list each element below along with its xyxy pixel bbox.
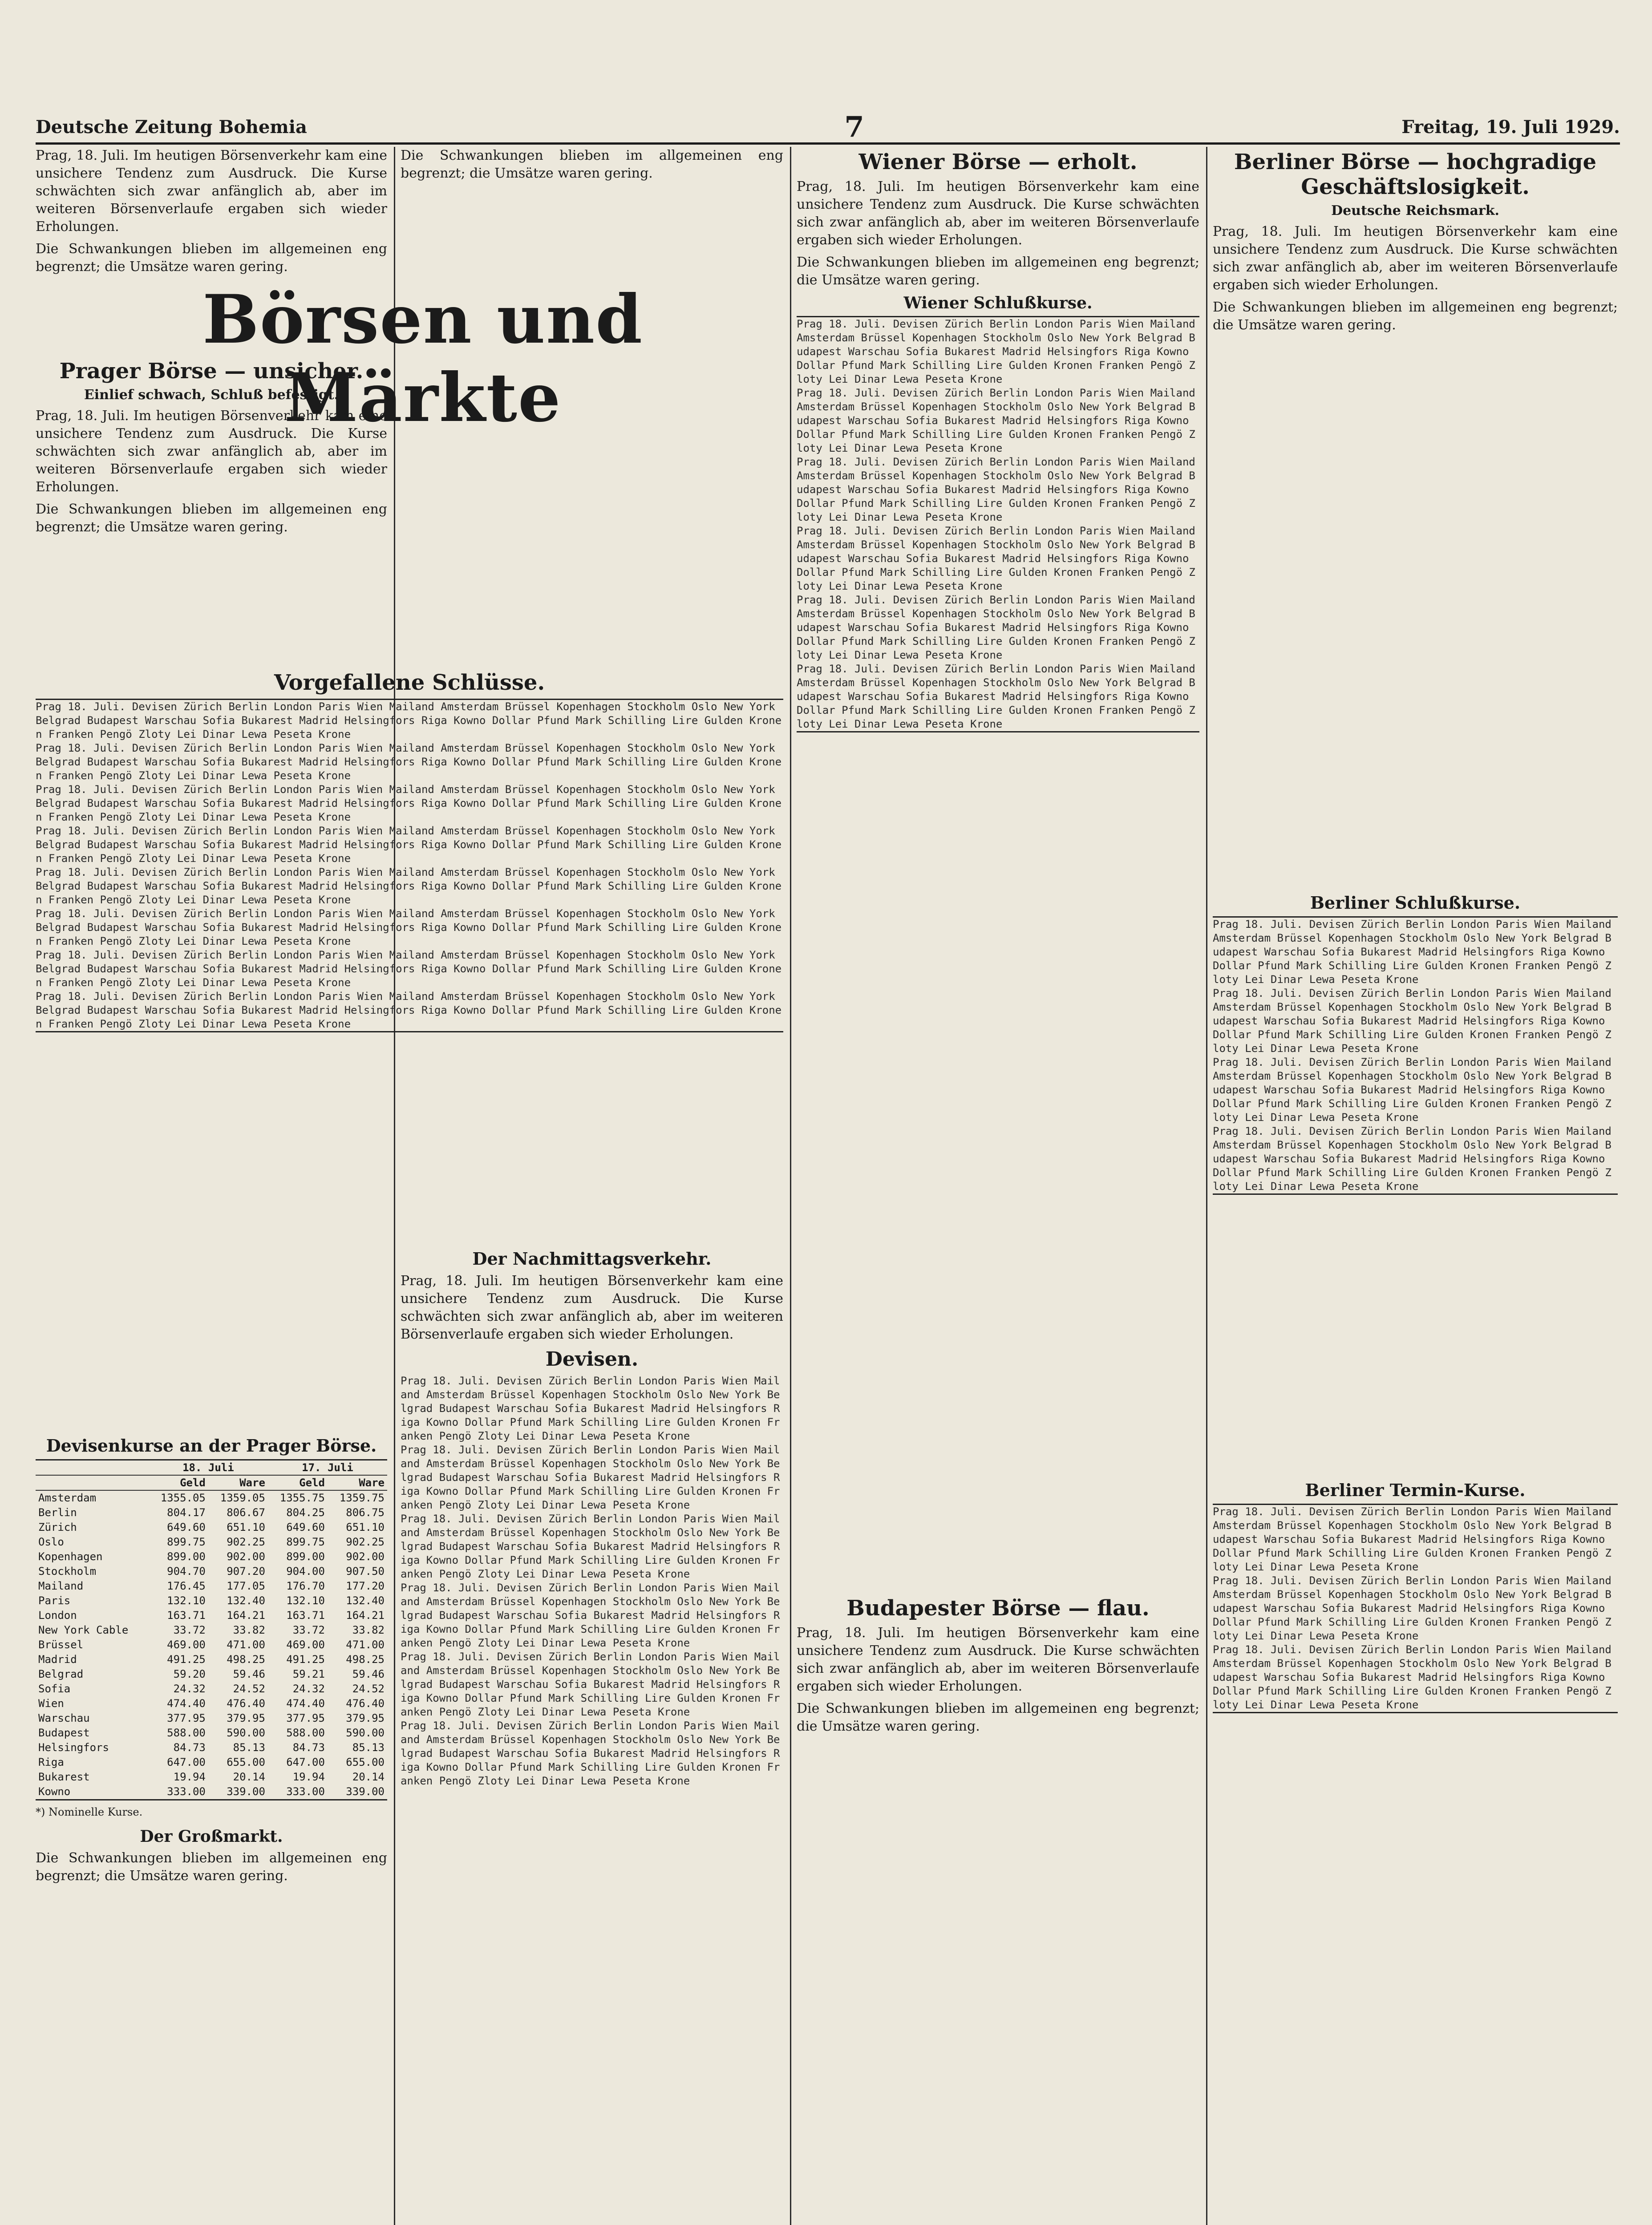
rate-cell: 491.25 bbox=[286, 1653, 325, 1666]
table-row bbox=[36, 1564, 387, 1579]
currency-name-cell: Zürich bbox=[38, 1521, 77, 1533]
rate-cell: 59.21 bbox=[292, 1668, 325, 1680]
currency-name-cell: Paris bbox=[38, 1594, 71, 1607]
rate-cell: 476.40 bbox=[346, 1697, 385, 1710]
berlin-closing-content: Prag 18. Juli. Devisen Zürich Berlin London Paris Wien Mailand Amsterdam Brüssel Kopenhagen Stockholm Oslo New York Belgrad Budapest Warschau Sofia Bukarest Madrid Helsingfors Riga Kowno Dollar Pfund Mark Schilling Lire Gulden Kronen Franken Pengö Zloty Lei Dinar Lewa Peseta Krone bbox=[1213, 918, 1612, 986]
berlin-termin-table bbox=[1213, 1504, 1618, 1713]
rate-cell: 177.05 bbox=[227, 1580, 265, 1592]
table-header-cell: Geld bbox=[268, 1475, 328, 1490]
prague-report: Die Schwankungen blieben im allgemeinen eng begrenzt; die Umsätze waren gering. bbox=[36, 502, 387, 535]
rate-cell: 377.95 bbox=[286, 1712, 325, 1724]
rate-cell: 474.40 bbox=[167, 1697, 206, 1710]
rate-cell: 59.46 bbox=[352, 1668, 385, 1680]
table-row bbox=[36, 1711, 387, 1726]
table-row bbox=[36, 1770, 387, 1784]
table-row bbox=[36, 1520, 387, 1535]
table-row bbox=[36, 1784, 387, 1799]
rate-cell: 655.00 bbox=[227, 1756, 265, 1768]
currency-name-cell: Warschau bbox=[38, 1712, 90, 1724]
rate-cell: 164.21 bbox=[227, 1609, 265, 1622]
table-header-date: 18. Juli bbox=[149, 1460, 268, 1475]
devisen-report: Prag 18. Juli. Devisen Zürich Berlin London Paris Wien Mailand Amsterdam Brüssel Kopenhagen Stockholm Oslo New York Belgrad Budapest Warschau Sofia Bukarest Madrid Helsingfors Riga Kowno Dollar Pfund Mark Schilling Lire Gulden Kronen Franken Pengö Zloty Lei Dinar Lewa Peseta Krone bbox=[401, 1513, 780, 1580]
table-row bbox=[36, 1579, 387, 1594]
table-row bbox=[36, 1535, 387, 1549]
berlin-termin-content: Prag 18. Juli. Devisen Zürich Berlin London Paris Wien Mailand Amsterdam Brüssel Kopenhagen Stockholm Oslo New York Belgrad Budapest Warschau Sofia Bukarest Madrid Helsingfors Riga Kowno Dollar Pfund Mark Schilling Lire Gulden Kronen Franken Pengö Zloty Lei Dinar Lewa Peseta Krone bbox=[1213, 1574, 1612, 1642]
vienna-closing-content: Prag 18. Juli. Devisen Zürich Berlin London Paris Wien Mailand Amsterdam Brüssel Kopenhagen Stockholm Oslo New York Belgrad Budapest Warschau Sofia Bukarest Madrid Helsingfors Riga Kowno Dollar Pfund Mark Schilling Lire Gulden Kronen Franken Pengö Zloty Lei Dinar Lewa Peseta Krone bbox=[797, 663, 1195, 730]
rate-cell: 902.00 bbox=[346, 1550, 385, 1563]
rate-cell: 33.72 bbox=[292, 1624, 325, 1636]
table-row bbox=[36, 1682, 387, 1696]
rate-cell: 379.95 bbox=[346, 1712, 385, 1724]
berlin-report: Prag, 18. Juli. Im heutigen Börsenverkehr kam eine unsichere Tendenz zum Ausdruck. Die Kurse schwächten sich zwar anfänglich ab, aber im weiteren Börsenverlaufe ergaben sich wieder Erholungen. bbox=[1213, 224, 1618, 293]
rate-cell: 655.00 bbox=[346, 1756, 385, 1768]
rate-cell: 132.10 bbox=[286, 1594, 325, 1607]
header-paper-name: Deutsche Zeitung Bohemia bbox=[36, 116, 307, 138]
rate-cell: 163.71 bbox=[167, 1609, 206, 1622]
table-row bbox=[36, 1505, 387, 1520]
rate-cell: 85.13 bbox=[233, 1741, 265, 1754]
vienna-closing-title: Wiener Schlußkurse. bbox=[903, 294, 1093, 312]
rate-cell: 476.40 bbox=[227, 1697, 265, 1710]
rate-cell: 163.71 bbox=[286, 1609, 325, 1622]
table-row bbox=[36, 1667, 387, 1682]
rate-cell: 339.00 bbox=[227, 1785, 265, 1798]
table-row bbox=[36, 1726, 387, 1740]
rate-cell: 176.45 bbox=[167, 1580, 206, 1592]
rate-cell: 651.10 bbox=[227, 1521, 265, 1533]
currency-name-cell: Wien bbox=[38, 1697, 64, 1710]
table-row bbox=[36, 1696, 387, 1711]
afternoon-title: Der Nachmittagsverkehr. bbox=[472, 1249, 712, 1269]
rate-cell: 907.20 bbox=[227, 1565, 265, 1578]
currency-name-cell: Bukarest bbox=[38, 1771, 90, 1783]
closing-trades-content: Prag 18. Juli. Devisen Zürich Berlin London Paris Wien Mailand Amsterdam Brüssel Kopenhagen Stockholm Oslo New York Belgrad Budapest Warschau Sofia Bukarest Madrid Helsingfors Riga Kowno Dollar Pfund Mark Schilling Lire Gulden Kronen Franken Pengö Zloty Lei Dinar Lewa Peseta Krone bbox=[36, 742, 782, 782]
prague-report: Prag, 18. Juli. Im heutigen Börsenverkehr kam eine unsichere Tendenz zum Ausdruck. Die Kurse schwächten sich zwar anfänglich ab, aber im weiteren Börsenverlaufe ergaben sich wieder Erholungen. bbox=[36, 408, 387, 495]
rate-cell: 899.75 bbox=[167, 1536, 206, 1548]
rate-cell: 33.82 bbox=[352, 1624, 385, 1636]
currency-name-cell: Sofia bbox=[38, 1683, 71, 1695]
closing-trades-content: Prag 18. Juli. Devisen Zürich Berlin London Paris Wien Mailand Amsterdam Brüssel Kopenhagen Stockholm Oslo New York Belgrad Budapest Warschau Sofia Bukarest Madrid Helsingfors Riga Kowno Dollar Pfund Mark Schilling Lire Gulden Kronen Franken Pengö Zloty Lei Dinar Lewa Peseta Krone bbox=[36, 949, 782, 989]
rate-cell: 899.75 bbox=[286, 1536, 325, 1548]
vienna-closing-content: Prag 18. Juli. Devisen Zürich Berlin London Paris Wien Mailand Amsterdam Brüssel Kopenhagen Stockholm Oslo New York Belgrad Budapest Warschau Sofia Bukarest Madrid Helsingfors Riga Kowno Dollar Pfund Mark Schilling Lire Gulden Kronen Franken Pengö Zloty Lei Dinar Lewa Peseta Krone bbox=[797, 456, 1195, 523]
devisen-report: Prag 18. Juli. Devisen Zürich Berlin London Paris Wien Mailand Amsterdam Brüssel Kopenhagen Stockholm Oslo New York Belgrad Budapest Warschau Sofia Bukarest Madrid Helsingfors Riga Kowno Dollar Pfund Mark Schilling Lire Gulden Kronen Franken Pengö Zloty Lei Dinar Lewa Peseta Krone bbox=[401, 1375, 780, 1442]
rate-cell: 59.20 bbox=[173, 1668, 206, 1680]
berlin-subtitle: Deutsche Reichsmark. bbox=[1331, 203, 1499, 218]
rate-cell: 132.40 bbox=[227, 1594, 265, 1607]
rate-cell: 379.95 bbox=[227, 1712, 265, 1724]
grossmarkt-title: Der Großmarkt. bbox=[140, 1827, 283, 1846]
closing-trades-block bbox=[36, 668, 783, 1233]
currency-name-cell: Oslo bbox=[38, 1536, 64, 1548]
grossmarkt-text: Die Schwankungen blieben im allgemeinen eng begrenzt; die Umsätze waren gering. bbox=[36, 1850, 387, 1884]
rate-cell: 19.94 bbox=[173, 1771, 206, 1783]
table-header-cell: Geld bbox=[149, 1475, 208, 1490]
table-header-row bbox=[36, 1475, 387, 1490]
rate-cell: 806.67 bbox=[227, 1506, 265, 1519]
rate-cell: 471.00 bbox=[227, 1638, 265, 1651]
currency-name-cell: Berlin bbox=[38, 1506, 77, 1519]
rate-cell: 24.32 bbox=[173, 1683, 206, 1695]
berlin-termin-content: Prag 18. Juli. Devisen Zürich Berlin London Paris Wien Mailand Amsterdam Brüssel Kopenhagen Stockholm Oslo New York Belgrad Budapest Warschau Sofia Bukarest Madrid Helsingfors Riga Kowno Dollar Pfund Mark Schilling Lire Gulden Kronen Franken Pengö Zloty Lei Dinar Lewa Peseta Krone bbox=[1213, 1505, 1612, 1573]
rate-cell: 899.00 bbox=[167, 1550, 206, 1563]
rate-cell: 85.13 bbox=[352, 1741, 385, 1754]
intro-paragraph: Die Schwankungen blieben im allgemeinen eng begrenzt; die Umsätze waren gering. bbox=[36, 241, 387, 275]
rate-cell: 902.00 bbox=[227, 1550, 265, 1563]
closing-trades-content: Prag 18. Juli. Devisen Zürich Berlin London Paris Wien Mailand Amsterdam Brüssel Kopenhagen Stockholm Oslo New York Belgrad Budapest Warschau Sofia Bukarest Madrid Helsingfors Riga Kowno Dollar Pfund Mark Schilling Lire Gulden Kronen Franken Pengö Zloty Lei Dinar Lewa Peseta Krone bbox=[36, 990, 782, 1030]
rate-cell: 84.73 bbox=[292, 1741, 325, 1754]
vienna-closing-content: Prag 18. Juli. Devisen Zürich Berlin London Paris Wien Mailand Amsterdam Brüssel Kopenhagen Stockholm Oslo New York Belgrad Budapest Warschau Sofia Bukarest Madrid Helsingfors Riga Kowno Dollar Pfund Mark Schilling Lire Gulden Kronen Franken Pengö Zloty Lei Dinar Lewa Peseta Krone bbox=[797, 387, 1195, 454]
rate-cell: 339.00 bbox=[346, 1785, 385, 1798]
vienna-report: Prag, 18. Juli. Im heutigen Börsenverkehr kam eine unsichere Tendenz zum Ausdruck. Die Kurse schwächten sich zwar anfänglich ab, aber im weiteren Börsenverlaufe ergaben sich wieder Erholungen. bbox=[797, 179, 1199, 248]
table-row bbox=[36, 1740, 387, 1755]
rate-cell: 132.40 bbox=[346, 1594, 385, 1607]
closing-trades-content: Prag 18. Juli. Devisen Zürich Berlin London Paris Wien Mailand Amsterdam Brüssel Kopenhagen Stockholm Oslo New York Belgrad Budapest Warschau Sofia Bukarest Madrid Helsingfors Riga Kowno Dollar Pfund Mark Schilling Lire Gulden Kronen Franken Pengö Zloty Lei Dinar Lewa Peseta Krone bbox=[36, 866, 782, 906]
devisenkurse-block bbox=[36, 1433, 387, 2225]
berlin-termin-content: Prag 18. Juli. Devisen Zürich Berlin London Paris Wien Mailand Amsterdam Brüssel Kopenhagen Stockholm Oslo New York Belgrad Budapest Warschau Sofia Bukarest Madrid Helsingfors Riga Kowno Dollar Pfund Mark Schilling Lire Gulden Kronen Franken Pengö Zloty Lei Dinar Lewa Peseta Krone bbox=[1213, 1643, 1612, 1711]
rate-cell: 498.25 bbox=[346, 1653, 385, 1666]
closing-trades-content: Prag 18. Juli. Devisen Zürich Berlin London Paris Wien Mailand Amsterdam Brüssel Kopenhagen Stockholm Oslo New York Belgrad Budapest Warschau Sofia Bukarest Madrid Helsingfors Riga Kowno Dollar Pfund Mark Schilling Lire Gulden Kronen Franken Pengö Zloty Lei Dinar Lewa Peseta Krone bbox=[36, 783, 782, 823]
rate-cell: 33.82 bbox=[233, 1624, 265, 1636]
rate-cell: 1359.05 bbox=[220, 1492, 265, 1504]
rate-cell: 649.60 bbox=[167, 1521, 206, 1533]
devisen-report: Prag 18. Juli. Devisen Zürich Berlin London Paris Wien Mailand Amsterdam Brüssel Kopenhagen Stockholm Oslo New York Belgrad Budapest Warschau Sofia Bukarest Madrid Helsingfors Riga Kowno Dollar Pfund Mark Schilling Lire Gulden Kronen Franken Pengö Zloty Lei Dinar Lewa Peseta Krone bbox=[401, 1719, 780, 1787]
rate-cell: 19.94 bbox=[292, 1771, 325, 1783]
table-row bbox=[36, 1490, 387, 1505]
page-header bbox=[36, 111, 1620, 145]
rate-cell: 333.00 bbox=[286, 1785, 325, 1798]
closing-trades-content: Prag 18. Juli. Devisen Zürich Berlin London Paris Wien Mailand Amsterdam Brüssel Kopenhagen Stockholm Oslo New York Belgrad Budapest Warschau Sofia Bukarest Madrid Helsingfors Riga Kowno Dollar Pfund Mark Schilling Lire Gulden Kronen Franken Pengö Zloty Lei Dinar Lewa Peseta Krone bbox=[36, 825, 782, 865]
berlin-report: Die Schwankungen blieben im allgemeinen eng begrenzt; die Umsätze waren gering. bbox=[1213, 299, 1618, 333]
rate-cell: 24.52 bbox=[233, 1683, 265, 1695]
rate-cell: 84.73 bbox=[173, 1741, 206, 1754]
rate-cell: 651.10 bbox=[346, 1521, 385, 1533]
devisen-report: Prag 18. Juli. Devisen Zürich Berlin London Paris Wien Mailand Amsterdam Brüssel Kopenhagen Stockholm Oslo New York Belgrad Budapest Warschau Sofia Bukarest Madrid Helsingfors Riga Kowno Dollar Pfund Mark Schilling Lire Gulden Kronen Franken Pengö Zloty Lei Dinar Lewa Peseta Krone bbox=[401, 1444, 780, 1511]
currency-name-cell: Mailand bbox=[38, 1580, 84, 1592]
rate-cell: 164.21 bbox=[346, 1609, 385, 1622]
devisenkurse-table-box bbox=[36, 1459, 387, 1800]
currency-name-cell: Stockholm bbox=[38, 1565, 97, 1578]
rate-cell: 804.17 bbox=[167, 1506, 206, 1519]
rate-cell: 469.00 bbox=[167, 1638, 206, 1651]
currency-name-cell: Budapest bbox=[38, 1727, 90, 1739]
vienna-closing-table bbox=[797, 316, 1199, 732]
vienna-report: Die Schwankungen blieben im allgemeinen eng begrenzt; die Umsätze waren gering. bbox=[797, 255, 1199, 288]
rate-cell: 902.25 bbox=[346, 1536, 385, 1548]
vienna-closing-content: Prag 18. Juli. Devisen Zürich Berlin London Paris Wien Mailand Amsterdam Brüssel Kopenhagen Stockholm Oslo New York Belgrad Budapest Warschau Sofia Bukarest Madrid Helsingfors Riga Kowno Dollar Pfund Mark Schilling Lire Gulden Kronen Franken Pengö Zloty Lei Dinar Lewa Peseta Krone bbox=[797, 525, 1195, 592]
table-row bbox=[36, 1594, 387, 1608]
devisenkurse-title: Devisenkurse an der Prager Börse. bbox=[46, 1436, 377, 1456]
rate-cell: 649.60 bbox=[286, 1521, 325, 1533]
rate-cell: 806.75 bbox=[346, 1506, 385, 1519]
berlin-termin-block bbox=[1213, 1477, 1618, 2225]
table-header-cell bbox=[36, 1460, 149, 1475]
rate-cell: 24.32 bbox=[292, 1683, 325, 1695]
table-header-cell: Ware bbox=[328, 1475, 387, 1490]
vienna-closing-content: Prag 18. Juli. Devisen Zürich Berlin London Paris Wien Mailand Amsterdam Brüssel Kopenhagen Stockholm Oslo New York Belgrad Budapest Warschau Sofia Bukarest Madrid Helsingfors Riga Kowno Dollar Pfund Mark Schilling Lire Gulden Kronen Franken Pengö Zloty Lei Dinar Lewa Peseta Krone bbox=[797, 594, 1195, 661]
rate-cell: 1355.75 bbox=[279, 1492, 325, 1504]
table-row bbox=[36, 1638, 387, 1652]
rate-cell: 377.95 bbox=[167, 1712, 206, 1724]
intro-paragraph: Prag, 18. Juli. Im heutigen Börsenverkehr kam eine unsichere Tendenz zum Ausdruck. Die Kurse schwächten sich zwar anfänglich ab, aber im weiteren Börsenverlaufe ergaben sich wieder Erholungen. bbox=[36, 148, 387, 235]
berlin-closing-content: Prag 18. Juli. Devisen Zürich Berlin London Paris Wien Mailand Amsterdam Brüssel Kopenhagen Stockholm Oslo New York Belgrad Budapest Warschau Sofia Bukarest Madrid Helsingfors Riga Kowno Dollar Pfund Mark Schilling Lire Gulden Kronen Franken Pengö Zloty Lei Dinar Lewa Peseta Krone bbox=[1213, 1125, 1612, 1193]
table-row bbox=[36, 1608, 387, 1623]
header-page-number: 7 bbox=[844, 110, 864, 144]
rate-cell: 469.00 bbox=[286, 1638, 325, 1651]
berlin-closing-table bbox=[1213, 916, 1618, 1195]
prague-section-title: Prager Börse — unsicher. bbox=[59, 359, 364, 384]
table-header-cell: Ware bbox=[208, 1475, 268, 1490]
afternoon-text: Prag, 18. Juli. Im heutigen Börsenverkehr kam eine unsichere Tendenz zum Ausdruck. Die Kurse schwächten sich zwar anfänglich ab, aber im weiteren Börsenverlaufe ergaben sich wieder Erholungen. bbox=[401, 1273, 783, 1342]
berlin-closing-content: Prag 18. Juli. Devisen Zürich Berlin London Paris Wien Mailand Amsterdam Brüssel Kopenhagen Stockholm Oslo New York Belgrad Budapest Warschau Sofia Bukarest Madrid Helsingfors Riga Kowno Dollar Pfund Mark Schilling Lire Gulden Kronen Franken Pengö Zloty Lei Dinar Lewa Peseta Krone bbox=[1213, 1056, 1612, 1124]
closing-trades-title: Vorgefallene Schlüsse. bbox=[274, 670, 545, 695]
rate-cell: 588.00 bbox=[286, 1727, 325, 1739]
rate-cell: 907.50 bbox=[346, 1565, 385, 1578]
table-footnote: *) Nominelle Kurse. bbox=[36, 1806, 143, 1818]
budapest-block bbox=[797, 1593, 1199, 2225]
closing-trades-content: Prag 18. Juli. Devisen Zürich Berlin London Paris Wien Mailand Amsterdam Brüssel Kopenhagen Stockholm Oslo New York Belgrad Budapest Warschau Sofia Bukarest Madrid Helsingfors Riga Kowno Dollar Pfund Mark Schilling Lire Gulden Kronen Franken Pengö Zloty Lei Dinar Lewa Peseta Krone bbox=[36, 907, 782, 947]
table-row bbox=[36, 1755, 387, 1770]
rate-cell: 590.00 bbox=[227, 1727, 265, 1739]
table-row bbox=[36, 1623, 387, 1638]
prague-section-subtitle: Einlief schwach, Schluß befestigt. bbox=[84, 387, 339, 403]
rate-cell: 33.72 bbox=[173, 1624, 206, 1636]
rate-cell: 1359.75 bbox=[339, 1492, 385, 1504]
rate-cell: 647.00 bbox=[286, 1756, 325, 1768]
currency-name-cell: Belgrad bbox=[38, 1668, 84, 1680]
rate-cell: 590.00 bbox=[346, 1727, 385, 1739]
currency-name-cell: Kopenhagen bbox=[38, 1550, 103, 1563]
rate-cell: 20.14 bbox=[352, 1771, 385, 1783]
table-row bbox=[36, 1652, 387, 1667]
table-header-date: 17. Juli bbox=[268, 1460, 387, 1475]
devisenkurse-table bbox=[36, 1460, 387, 1799]
column-2-lower bbox=[401, 1246, 783, 2225]
table-header-cell bbox=[36, 1475, 149, 1490]
rate-cell: 1355.05 bbox=[160, 1492, 206, 1504]
devisen-table-body bbox=[36, 1490, 387, 1799]
berlin-closing-content: Prag 18. Juli. Devisen Zürich Berlin London Paris Wien Mailand Amsterdam Brüssel Kopenhagen Stockholm Oslo New York Belgrad Budapest Warschau Sofia Bukarest Madrid Helsingfors Riga Kowno Dollar Pfund Mark Schilling Lire Gulden Kronen Franken Pengö Zloty Lei Dinar Lewa Peseta Krone bbox=[1213, 987, 1612, 1055]
currency-name-cell: Riga bbox=[38, 1756, 64, 1768]
rate-cell: 177.20 bbox=[346, 1580, 385, 1592]
currency-name-cell: Helsingfors bbox=[38, 1741, 109, 1754]
header-date: Freitag, 19. Juli 1929. bbox=[1401, 116, 1620, 138]
devisen-title: Devisen. bbox=[545, 1348, 639, 1371]
currency-name-cell: Amsterdam bbox=[38, 1492, 97, 1504]
rate-cell: 132.10 bbox=[167, 1594, 206, 1607]
rate-cell: 333.00 bbox=[167, 1785, 206, 1798]
rate-cell: 491.25 bbox=[167, 1653, 206, 1666]
currency-name-cell: Madrid bbox=[38, 1653, 77, 1666]
budapest-report: Prag, 18. Juli. Im heutigen Börsenverkehr kam eine unsichere Tendenz zum Ausdruck. Die Kurse schwächten sich zwar anfänglich ab, aber im weiteren Börsenverlaufe ergaben sich wieder Erholungen. bbox=[797, 1625, 1199, 1694]
column-2-paragraph: Die Schwankungen blieben im allgemeinen eng begrenzt; die Umsätze waren gering. bbox=[401, 148, 783, 181]
currency-name-cell: Kowno bbox=[38, 1785, 71, 1798]
closing-trades-content: Prag 18. Juli. Devisen Zürich Berlin London Paris Wien Mailand Amsterdam Brüssel Kopenhagen Stockholm Oslo New York Belgrad Budapest Warschau Sofia Bukarest Madrid Helsingfors Riga Kowno Dollar Pfund Mark Schilling Lire Gulden Kronen Franken Pengö Zloty Lei Dinar Lewa Peseta Krone bbox=[36, 700, 782, 740]
budapest-title: Budapester Börse — flau. bbox=[846, 1596, 1150, 1621]
rate-cell: 904.00 bbox=[286, 1565, 325, 1578]
rate-cell: 588.00 bbox=[167, 1727, 206, 1739]
rate-cell: 804.25 bbox=[286, 1506, 325, 1519]
devisen-report: Prag 18. Juli. Devisen Zürich Berlin London Paris Wien Mailand Amsterdam Brüssel Kopenhagen Stockholm Oslo New York Belgrad Budapest Warschau Sofia Bukarest Madrid Helsingfors Riga Kowno Dollar Pfund Mark Schilling Lire Gulden Kronen Franken Pengö Zloty Lei Dinar Lewa Peseta Krone bbox=[401, 1582, 780, 1649]
rate-cell: 20.14 bbox=[233, 1771, 265, 1783]
rate-cell: 498.25 bbox=[227, 1653, 265, 1666]
table-row bbox=[36, 1549, 387, 1564]
berlin-closing-title: Berliner Schlußkurse. bbox=[1310, 893, 1521, 913]
rate-cell: 904.70 bbox=[167, 1565, 206, 1578]
rate-cell: 899.00 bbox=[286, 1550, 325, 1563]
vienna-closing-content: Prag 18. Juli. Devisen Zürich Berlin London Paris Wien Mailand Amsterdam Brüssel Kopenhagen Stockholm Oslo New York Belgrad Budapest Warschau Sofia Bukarest Madrid Helsingfors Riga Kowno Dollar Pfund Mark Schilling Lire Gulden Kronen Franken Pengö Zloty Lei Dinar Lewa Peseta Krone bbox=[797, 318, 1195, 385]
berlin-title: Berliner Börse — hochgradige Geschäftslosigkeit. bbox=[1234, 150, 1597, 199]
devisen-report: Prag 18. Juli. Devisen Zürich Berlin London Paris Wien Mailand Amsterdam Brüssel Kopenhagen Stockholm Oslo New York Belgrad Budapest Warschau Sofia Bukarest Madrid Helsingfors Riga Kowno Dollar Pfund Mark Schilling Lire Gulden Kronen Franken Pengö Zloty Lei Dinar Lewa Peseta Krone bbox=[401, 1651, 780, 1718]
rate-cell: 902.25 bbox=[227, 1536, 265, 1548]
currency-name-cell: London bbox=[38, 1609, 77, 1622]
currency-name-cell: Brüssel bbox=[38, 1638, 84, 1651]
table-header-row bbox=[36, 1460, 387, 1475]
rate-cell: 176.70 bbox=[286, 1580, 325, 1592]
rate-cell: 474.40 bbox=[286, 1697, 325, 1710]
rate-cell: 24.52 bbox=[352, 1683, 385, 1695]
rate-cell: 59.46 bbox=[233, 1668, 265, 1680]
column-rule bbox=[1206, 147, 1207, 2225]
budapest-report: Die Schwankungen blieben im allgemeinen eng begrenzt; die Umsätze waren gering. bbox=[797, 1701, 1199, 1734]
rate-cell: 471.00 bbox=[346, 1638, 385, 1651]
column-rule bbox=[790, 147, 791, 2225]
berlin-termin-title: Berliner Termin-Kurse. bbox=[1305, 1480, 1526, 1500]
vienna-title: Wiener Börse — erholt. bbox=[858, 150, 1138, 174]
currency-name-cell: New York Cable bbox=[38, 1624, 129, 1636]
main-title: Börsen und Märkte bbox=[202, 280, 644, 437]
closing-trades-table bbox=[36, 699, 783, 1032]
rate-cell: 647.00 bbox=[167, 1756, 206, 1768]
